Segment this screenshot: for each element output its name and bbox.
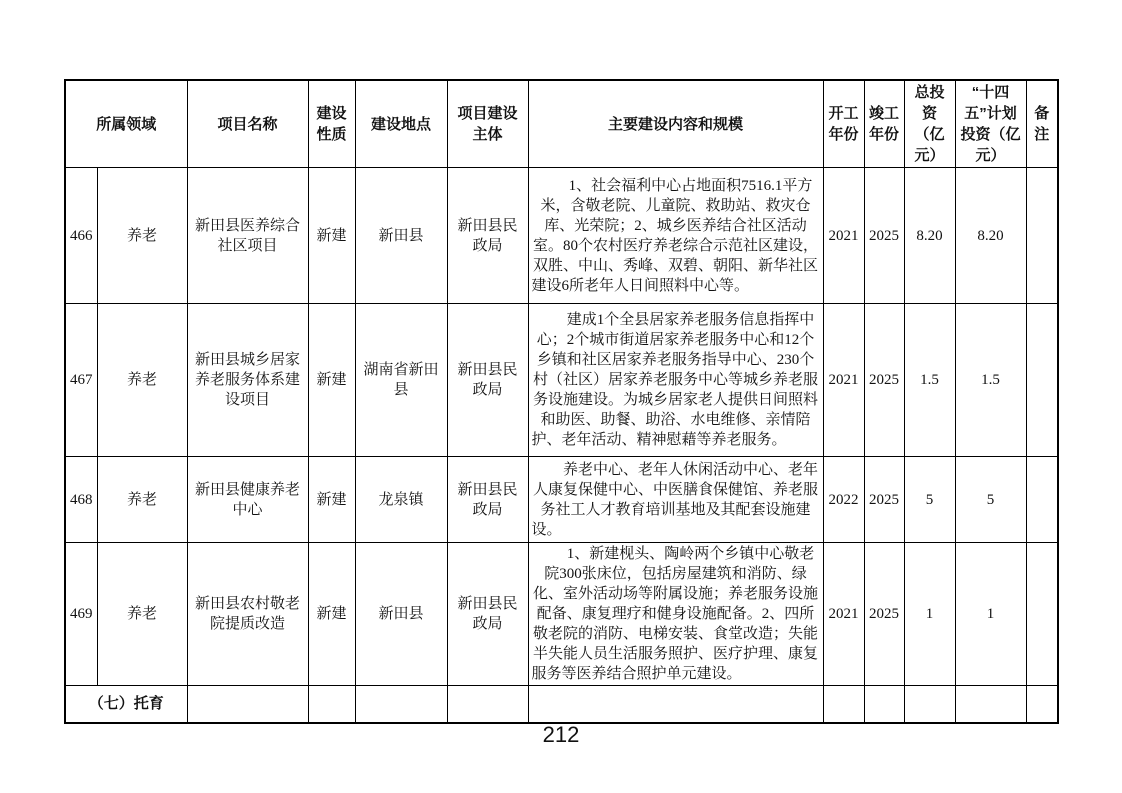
cell-row-no: 467 (65, 304, 97, 457)
cell-total-investment: 1.5 (904, 304, 955, 457)
table-row (65, 457, 1058, 543)
cell-row-no: 466 (65, 168, 97, 304)
cell-row-no: 468 (65, 457, 97, 543)
cell-remark (1026, 304, 1058, 457)
cell-end-year-empty (864, 686, 904, 723)
cell-row-no: 469 (65, 543, 97, 686)
cell-field: 养老 (97, 457, 187, 543)
page-number: 212 (542, 722, 580, 747)
cell-total-investment-empty (904, 686, 955, 723)
cell-field: 养老 (97, 543, 187, 686)
cell-plan-investment: 1 (955, 543, 1026, 686)
cell-start-year: 2021 (823, 168, 864, 304)
cell-end-year: 2025 (864, 304, 904, 457)
header-total-investment: 总投资（亿元） (904, 80, 955, 168)
cell-field: 养老 (97, 304, 187, 457)
table-row (65, 543, 1058, 686)
table-header-row (65, 80, 1058, 168)
cell-project-name-empty (187, 686, 308, 723)
project-table (64, 79, 1059, 724)
cell-location-empty (355, 686, 447, 723)
cell-remark (1026, 168, 1058, 304)
cell-builder: 新田县民政局 (447, 304, 528, 457)
cell-location: 新田县 (355, 543, 447, 686)
cell-location: 新田县 (355, 168, 447, 304)
cell-remark (1026, 543, 1058, 686)
cell-project-name: 新田县医养综合社区项目 (187, 168, 308, 304)
cell-remark-empty (1026, 686, 1058, 723)
header-start-year: 开工年份 (823, 80, 864, 168)
cell-end-year: 2025 (864, 457, 904, 543)
cell-nature: 新建 (308, 168, 355, 304)
cell-nature: 新建 (308, 457, 355, 543)
cell-content (528, 168, 823, 304)
cell-total-investment: 8.20 (904, 168, 955, 304)
cell-location: 龙泉镇 (355, 457, 447, 543)
header-remark: 备注 (1026, 80, 1058, 168)
cell-nature: 新建 (308, 543, 355, 686)
cell-plan-investment: 5 (955, 457, 1026, 543)
cell-start-year: 2021 (823, 304, 864, 457)
cell-content (528, 457, 823, 543)
cell-project-name: 新田县农村敬老院提质改造 (187, 543, 308, 686)
header-location: 建设地点 (355, 80, 447, 168)
cell-plan-investment: 8.20 (955, 168, 1026, 304)
header-end-year: 竣工年份 (864, 80, 904, 168)
header-nature: 建设性质 (308, 80, 355, 168)
section-label: （七）托育 (65, 686, 187, 723)
cell-content (528, 304, 823, 457)
section-row (65, 686, 1058, 723)
cell-nature-empty (308, 686, 355, 723)
cell-total-investment: 1 (904, 543, 955, 686)
table-row (65, 168, 1058, 304)
cell-builder: 新田县民政局 (447, 457, 528, 543)
cell-builder-empty (447, 686, 528, 723)
header-plan-investment: “十四五”计划投资（亿元） (955, 80, 1026, 168)
content-paragraph: 养老中心、老年人休闲活动中心、老年人康复保健中心、中医膳食保健馆、养老服务社工人才教育培训基地及其配套设施建设。 (531, 461, 819, 538)
header-builder: 项目建设主体 (447, 80, 528, 168)
cell-start-year: 2021 (823, 543, 864, 686)
cell-content-empty (528, 686, 823, 723)
content-paragraph: 1、社会福利中心占地面积7516.1平方米，含敬老院、儿童院、救助站、救灾仓库、光荣院；2、城乡医养结合社区活动室。80个农村医疗养老综合示范社区建设，双胜、中山、秀峰、双碧、朝阳、新华社区建设6所老年人日间照料中心等。 (531, 177, 819, 294)
header-field: 所属领域 (65, 80, 187, 168)
cell-remark (1026, 457, 1058, 543)
cell-start-year-empty (823, 686, 864, 723)
content-paragraph: 1、新建枧头、陶岭两个乡镇中心敬老院300张床位，包括房屋建筑和消防、绿化、室外活动场等附属设施；养老服务设施配备、康复理疗和健身设施配备。2、四所敬老院的消防、电梯安装、食堂改造；失能半失能人员生活服务照护、医疗护理、康复服务等医养结合照护单元建设。 (531, 546, 819, 682)
header-content: 主要建设内容和规模 (528, 80, 823, 168)
cell-start-year: 2022 (823, 457, 864, 543)
cell-builder: 新田县民政局 (447, 543, 528, 686)
content-paragraph: 建成1个全县居家养老服务信息指挥中心；2个城市街道居家养老服务中心和12个乡镇和社区居家养老服务指导中心、230个村（社区）居家养老服务中心等城乡养老服务设施建设。为城乡居家老人提供日间照料和助医、助餐、助浴、水电维修、亲情陪护、老年活动、精神慰藉等养老服务。 (531, 312, 819, 448)
cell-project-name: 新田县健康养老中心 (187, 457, 308, 543)
cell-project-name: 新田县城乡居家养老服务体系建设项目 (187, 304, 308, 457)
cell-end-year: 2025 (864, 543, 904, 686)
cell-end-year: 2025 (864, 168, 904, 304)
cell-plan-investment: 1.5 (955, 304, 1026, 457)
cell-field: 养老 (97, 168, 187, 304)
cell-builder: 新田县民政局 (447, 168, 528, 304)
cell-nature: 新建 (308, 304, 355, 457)
table-row (65, 304, 1058, 457)
cell-location: 湖南省新田县 (355, 304, 447, 457)
cell-content (528, 543, 823, 686)
header-project-name: 项目名称 (187, 80, 308, 168)
cell-total-investment: 5 (904, 457, 955, 543)
cell-plan-investment-empty (955, 686, 1026, 723)
